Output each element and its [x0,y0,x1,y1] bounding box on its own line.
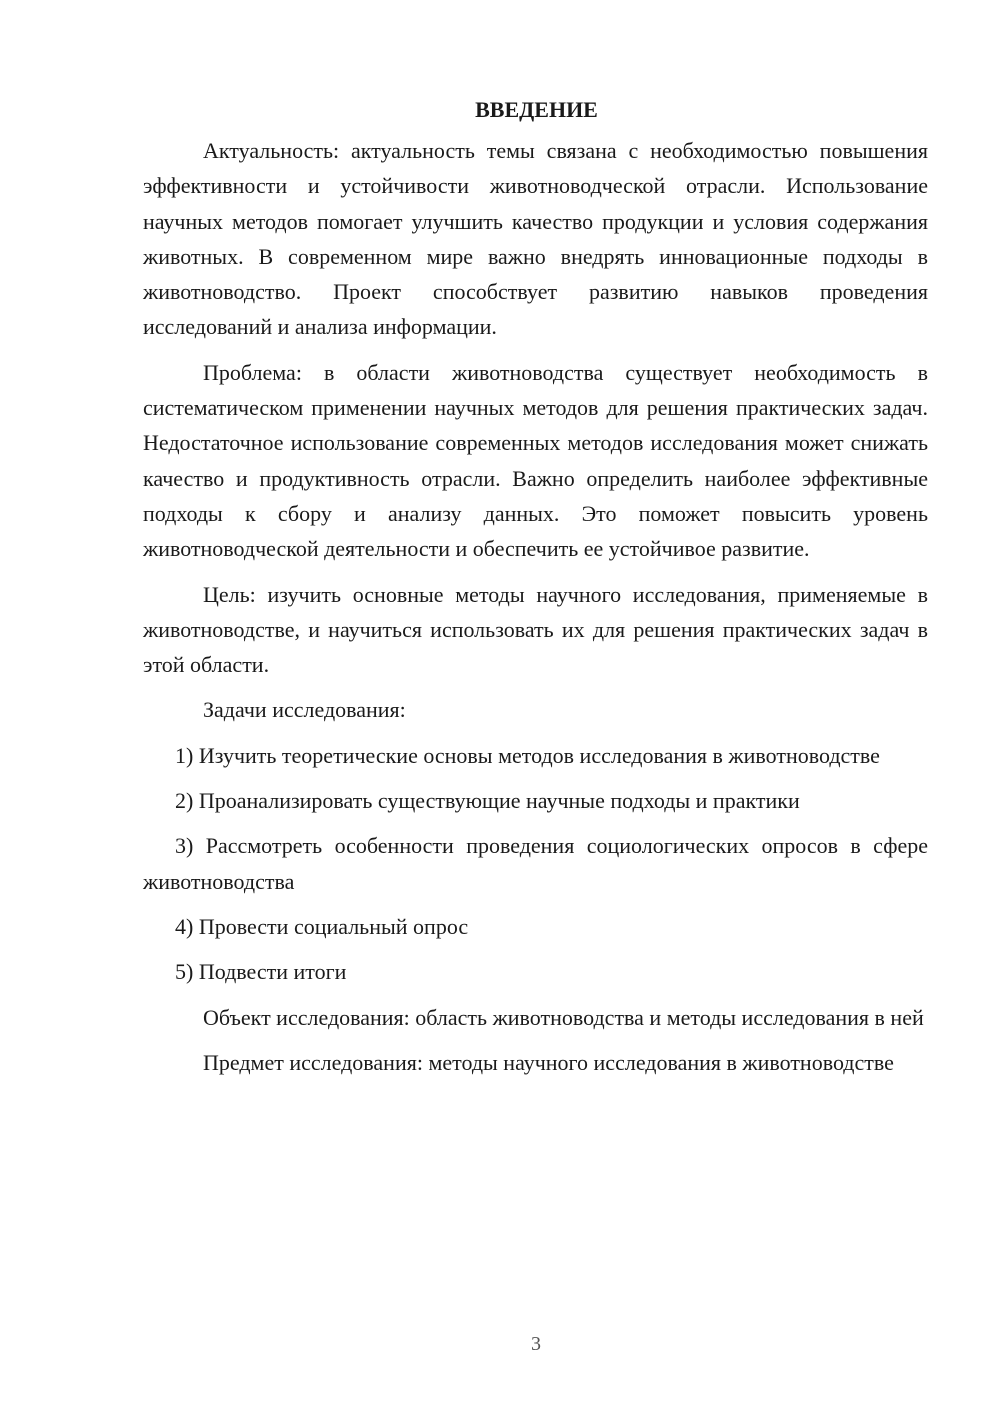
goal-paragraph: Цель: изучить основные методы научного исследования, применяемые в животноводстве, и научиться использовать их для решения практических задач в этой области. [143,581,928,678]
relevance-paragraph: Актуальность: актуальность темы связана с необходимостью повышения эффективности и устойчивости животноводческой отрасли. Использование научных методов помогает улучшить качество продукции и условия содержания животных. В современном мире важно внедрять инновационные подходы в животноводство. Проект способствует развитию навыков проведения исследований и анализа информации. [143,138,928,340]
subject-paragraph: Предмет исследования: методы научного исследования в животноводстве [203,1049,894,1075]
task-item-1: 1) Изучить теоретические основы методов исследования в животноводстве [175,742,880,768]
task-item-3: 3) Рассмотреть особенности проведения социологических опросов в сфере животноводства [143,833,928,894]
tasks-intro: Задачи исследования: [203,697,406,723]
task-item-4: 4) Провести социальный опрос [175,913,469,939]
document-page [143,92,928,1080]
object-paragraph: Объект исследования: область животноводства и методы исследования в ней [203,1004,924,1030]
task-item-2: 2) Проанализировать существующие научные подходы и практики [175,788,800,814]
problem-paragraph: Проблема: в области животноводства существует необходимость в систематическом применении научных методов для решения практических задач. Недостаточное использование современных методов исследования может снижать качество и продуктивность отрасли. Важно определить наиболее эффективные подходы к сбору и анализу данных. Это поможет повысить уровень животноводческой деятельности и обеспечить ее устойчивое развитие. [143,359,928,562]
page-number: 3 [531,1333,541,1355]
section-heading: ВВЕДЕНИЕ [475,97,598,122]
task-item-5: 5) Подвести итоги [175,959,347,985]
